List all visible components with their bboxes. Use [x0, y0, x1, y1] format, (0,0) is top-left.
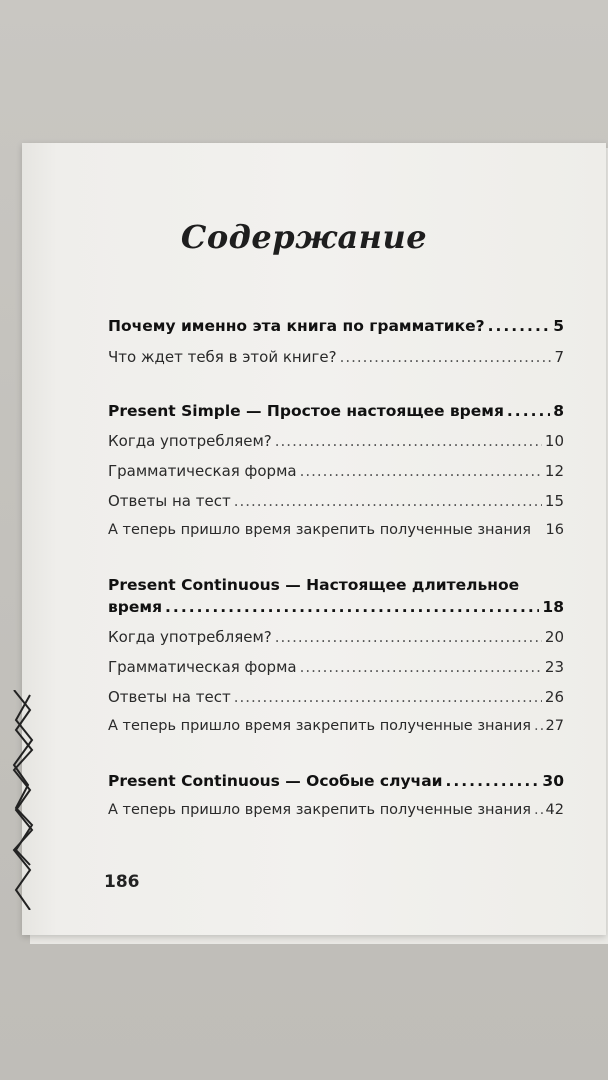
- toc-entry-page: 8: [553, 402, 564, 420]
- toc-entry-title: А теперь пришло время закрепить полученные знания: [108, 718, 532, 734]
- toc-entry-page: 23: [544, 658, 564, 676]
- page-title: Содержание: [180, 218, 428, 256]
- toc-entry-page: 15: [544, 492, 564, 510]
- toc-entry-title: А теперь пришло время закрепить полученные знания: [108, 802, 532, 818]
- toc-entry-title: А теперь пришло время закрепить полученные знания: [108, 522, 532, 538]
- toc-entry[interactable]: [108, 658, 564, 676]
- toc-entry-title: Ответы на тест: [108, 688, 231, 706]
- toc-entry-title: Когда употребляем?: [108, 628, 272, 646]
- toc-entry-title: Почему именно эта книга по грамматике?: [108, 317, 485, 335]
- toc-entry[interactable]: [108, 628, 564, 646]
- toc-entry[interactable]: [108, 718, 564, 734]
- toc-entry-title: Когда употребляем?: [108, 432, 272, 450]
- toc-entry[interactable]: [108, 688, 564, 706]
- toc-entry[interactable]: [108, 598, 564, 616]
- toc-entry-page: 30: [542, 772, 564, 790]
- toc-entry-page: 12: [544, 462, 564, 480]
- toc-entry-title: Ответы на тест: [108, 492, 231, 510]
- toc-entry[interactable]: [108, 462, 564, 480]
- toc-entry-page: 16: [545, 522, 564, 538]
- toc-entry[interactable]: [108, 772, 564, 790]
- page-number: 186: [104, 872, 140, 892]
- toc-entry-title: Грамматическая форма: [108, 658, 297, 676]
- toc-entry-page: 5: [553, 317, 564, 335]
- toc-entry-title: Present Simple — Простое настоящее время: [108, 402, 504, 420]
- toc-entry[interactable]: [108, 802, 564, 818]
- toc-entry-page: 27: [545, 718, 564, 734]
- toc-entry[interactable]: [108, 576, 564, 594]
- toc-entry-page: 26: [544, 688, 564, 706]
- toc-entry[interactable]: [108, 522, 564, 538]
- toc-entry-title: Грамматическая форма: [108, 462, 297, 480]
- toc-entry[interactable]: [108, 432, 564, 450]
- toc-entry-page: 20: [544, 628, 564, 646]
- toc-entry-page: 10: [544, 432, 564, 450]
- toc-entry-title: Что ждет тебя в этой книге?: [108, 348, 337, 366]
- toc-entry[interactable]: [108, 348, 564, 366]
- toc-entry[interactable]: [108, 317, 564, 335]
- toc-entry[interactable]: [108, 402, 564, 420]
- toc-entry-title: Present Continuous — Особые случаи: [108, 772, 443, 790]
- toc-entry-page: 7: [554, 348, 564, 366]
- toc-entry-title: время: [108, 598, 163, 616]
- toc-entry-title: Present Continuous — Настоящее длительное: [108, 576, 520, 594]
- toc-entry-page: 42: [545, 802, 564, 818]
- edge-illustration-icon: [10, 690, 36, 910]
- toc-entry-page: 18: [542, 598, 564, 616]
- toc-entry[interactable]: [108, 492, 564, 510]
